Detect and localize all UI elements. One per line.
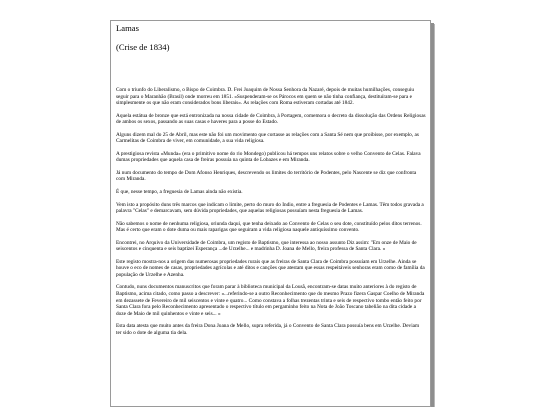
paragraph: É que, nesse tempo, a freguesia de Lamas ainda não existia. xyxy=(116,189,243,196)
paragraph: Não sabemos o nome de nenhuma religiosa, oriunda daqui, que tenha deixado ao Convento de Celas o seu dote, constituído pelos ditos terrenos. Mas é certo que eram o dote duma ou mais raparigas que seguiram a vida religiosa naquele antiquíssimo convento. xyxy=(116,220,422,234)
paragraph: A prestigiosa revista «Munda» (era o primitivo nome do rio Mondego) publicou há tempos uns relatos sobre o velho Convento de Celas. Falava dumas propriedades que aquela casa de freiras possuía na quinta de Lobazes e em Miranda. xyxy=(116,150,421,164)
paragraph: Vem isto a propósito duns três marcos que indicam o limite, perto do muro do Indio, entre a freguesia de Podentes e Lamas. Têm todos gravada a palavra "Celas" e demarcavam, sem dúvida propriedades, que aquelas religiosas possuíam nesta freguesia de Lamas. xyxy=(116,201,424,215)
paragraph: Com o triunfo do Liberalismo, o Bispo de Coimbra. D. Frei Joaquim de Nossa Senhora da Nazaré, depois de muitas humilhações, conseguiu seguir para o Maranhão (Brasil) onde morreu em 1851. «Suspenderam-se os Párocos em quem se não tinha confiança, destituíram-se para e simplesmente os que não eram considerados bons liberais». As relações com Roma estiveram cortadas até 1842. xyxy=(116,87,415,107)
paragraph: Este registo mostra-nos a origem das numerosas propriedades rurais que as freiras de Santa Clara de Coimbra possuíam em Urzelhe. Ainda se houve o eco de nomes de casas, propriedades agrícolas e até ditos e canções que atestam que essas respeitáveis senhoras eram como de família da população de Urzelhe e Azenha. xyxy=(116,258,425,278)
document-title: Lamas xyxy=(116,23,139,33)
paragraph: Já num documento do tempo de Dom Afonso Henriques, descrevendo os limites do território de Podentes, pelo Nascente se diz que confronta com Miranda. xyxy=(116,169,417,183)
document-frame xyxy=(110,20,431,407)
paragraph: Encontrei, no Arquivo da Universidade de Coimbra, um registo de Baptismo, que interessa ao nosso assunto Diz assim: "Em onze de Maio de seiscentos e cinquenta e seis baptizei Esperança ...de Urzelhe... e madrinha D. Joana de Mello, freira professa de Santa Clara. » xyxy=(116,239,417,253)
paragraph: Contudo, nuns documentos manuscritos que foram parar à biblioteca municipal da Lousã, encontram-se datas muito anteriores à do registo de Baptismo, acima citado, como passo a descrever: «...referindo-se a outro Reconhecimento que do mesmo Prazo fizera Gaspar Coelho de Miranda em dezassete de Fevereiro de mil seiscentos e vinte e quatro... Como constava a folhas trezentas trinta e seis de respectivo tombo então feito por Santa Clara fora pelo Reconhecimento apresentado o respectivo título em pergaminho feito na Nota de João Toscano tabelião na dita cidade a doze de Maio de mil quinhentos e vinte e seis... » xyxy=(116,284,425,317)
document-subtitle: (Crise de 1834) xyxy=(116,42,170,52)
paragraph: Aquela estátua de bronze que está entronizada na nossa cidade de Coimbra, à Portagem, comemora o decreto da dissolução das Ordens Religiosas de ambos os sexos, passando as suas casas e haveres para a posse do Estado. xyxy=(116,112,426,126)
paragraph: Alguns dizem mal do 25 de Abril, mas este não foi um movimento que cortasse as relações com a Santa Sé nem que proibisse, por exemplo, as Carmelitas de Coimbra de viver, em comunidade, a sua vida religiosa. xyxy=(116,131,419,145)
paragraph: Esta data atesta que muito antes da freira Dona Joana de Mello, supra referida, já o Convento de Santa Clara possuía bens em Urzelhe. Deviam ter sido o dote de alguma tia dela. xyxy=(116,323,420,336)
document-body xyxy=(111,21,430,336)
document-text xyxy=(116,87,426,336)
